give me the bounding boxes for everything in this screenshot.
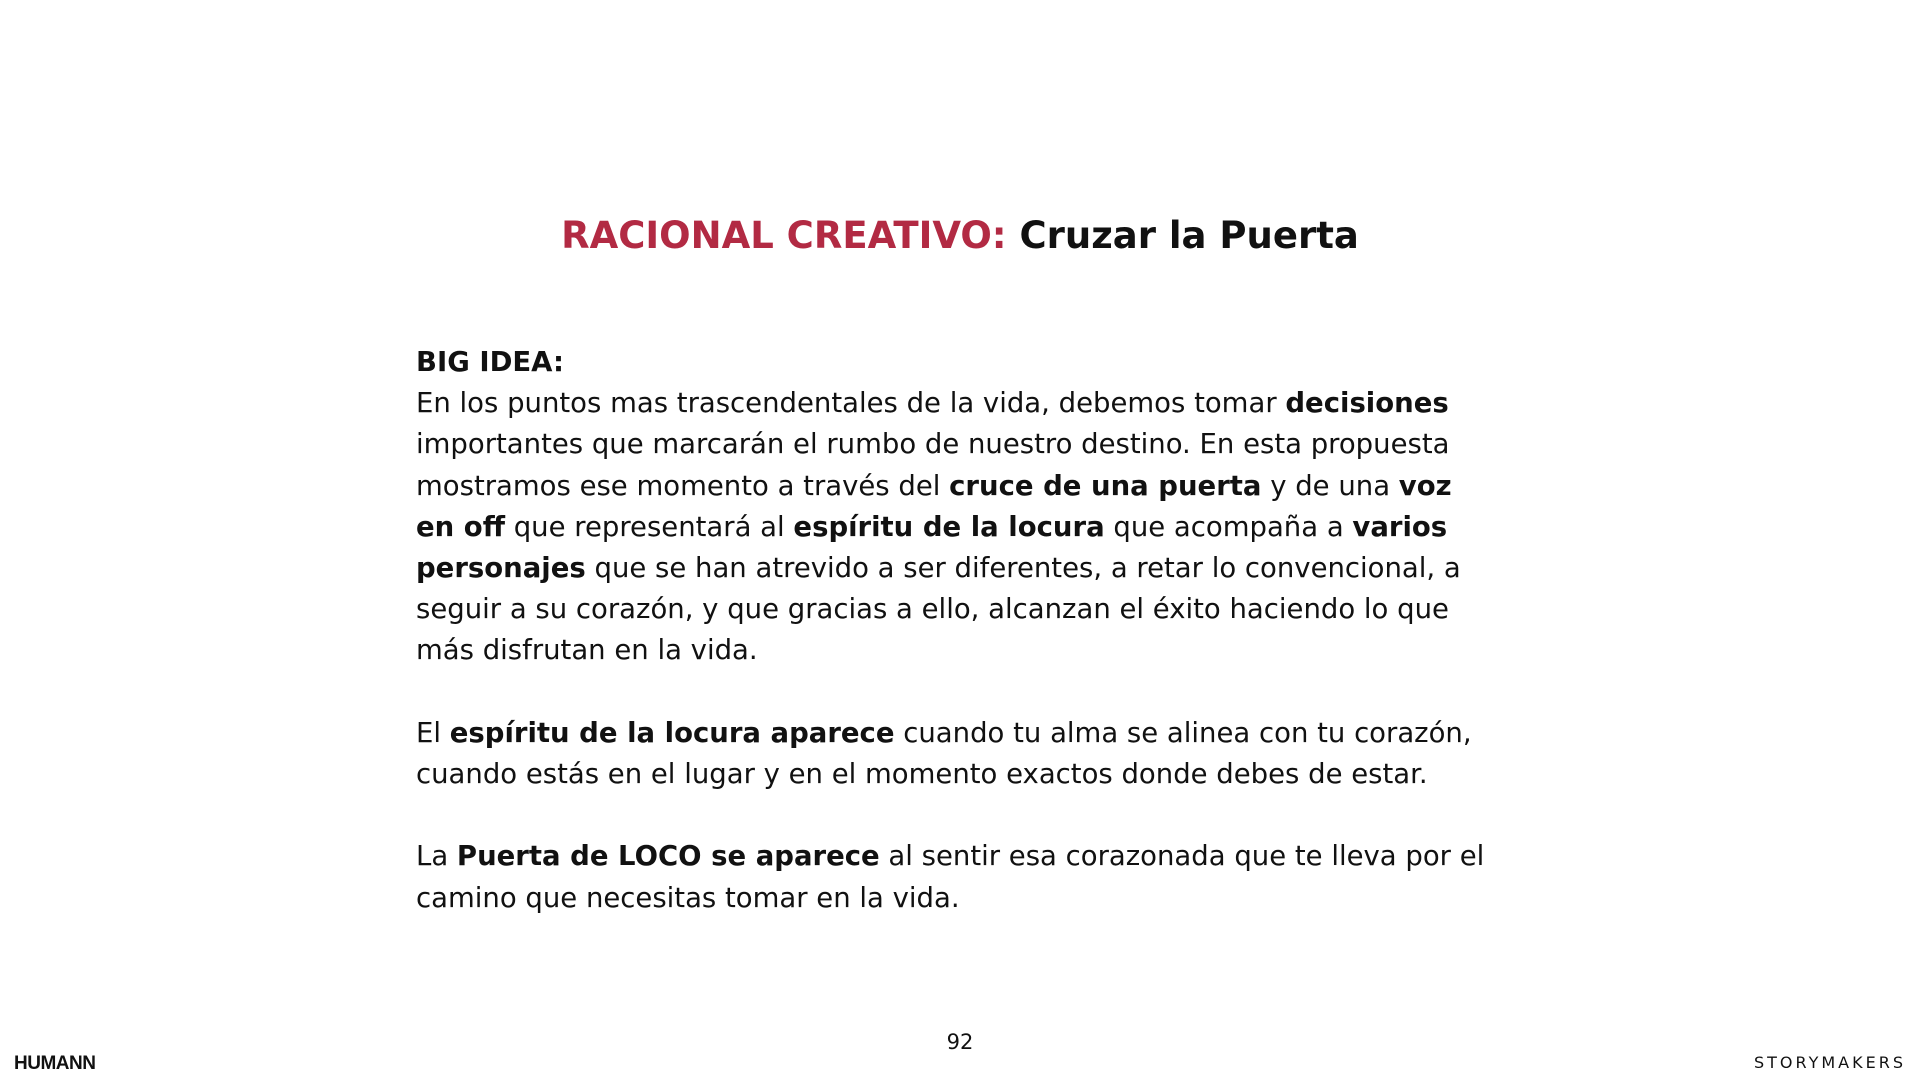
p1-bold-voz-en-off: voz en off [416,469,1452,543]
p1-bold-cruce-puerta: cruce de una puerta [949,469,1262,502]
p1-text-4: que representará al [504,510,794,543]
slide-title-rest: Cruzar la Puerta [1019,214,1359,257]
p1-text-2: importantes que marcarán el rumbo de nuestro destino. En esta propuesta mostramos ese momento a través del [416,428,1450,502]
big-idea-paragraph-2 [416,713,1496,795]
slide-body [416,342,1496,919]
p1-text-5: que acompaña a [1104,510,1353,543]
big-idea-heading-text: BIG IDEA: [416,346,564,378]
humann-logo: HUMANN [14,1053,96,1074]
big-idea-paragraph-1 [416,383,1496,671]
p2-bold-espiritu-aparece: espíritu de la locura aparece [449,716,895,749]
p1-bold-varios-personajes: varios personajes [416,510,1448,585]
p2-text-1: El [416,716,450,749]
big-idea-paragraph-3 [416,836,1496,918]
p1-text-3: y de una [1261,469,1399,502]
slide-title [0,212,1920,260]
paragraph-gap [416,795,1496,836]
p1-bold-espiritu: espíritu de la locura [793,510,1105,543]
big-idea-heading [416,342,1496,383]
slide-title-accent: RACIONAL CREATIVO: [561,214,1007,257]
page-number: 92 [946,1030,974,1054]
p1-text-1: En los puntos mas trascendentales de la vida, debemos tomar [416,387,1286,420]
p2-text-2: cuando tu alma se alinea con tu corazón, cuando estás en el lugar y en el momento exactos donde debes de estar. [416,716,1472,791]
p3-bold-puerta-loco: Puerta de LOCO se aparece [456,840,880,873]
p1-text-6: que se han atrevido a ser diferentes, a retar lo convencional, a seguir a su corazón, y que gracias a ello, alcanzan el éxito haciendo lo que más disfrutan en la vida. [416,552,1461,667]
p3-text-1: La [416,840,457,873]
p3-text-2: al sentir esa corazonada que te lleva por el camino que necesitas tomar en la vida. [416,840,1485,914]
p1-bold-decisiones: decisiones [1285,387,1449,420]
paragraph-gap [416,672,1496,713]
storymakers-logo: STORYMAKERS [1753,1053,1906,1072]
